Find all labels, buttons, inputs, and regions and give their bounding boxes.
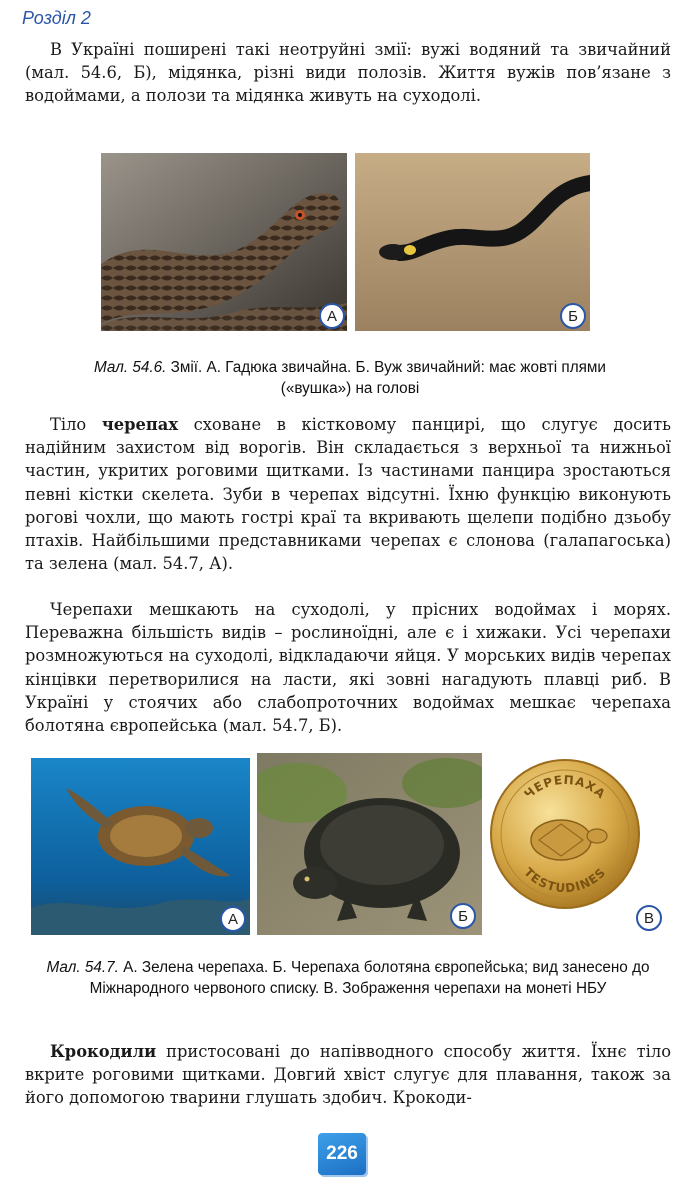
- viper-illustration: [101, 153, 347, 331]
- pond-turtle-illustration: [257, 753, 482, 935]
- grass-snake-photo: [355, 153, 590, 331]
- paragraph-text-pre: Тіло: [50, 415, 102, 434]
- coin-top-text: ЧЕРЕПАХА: [521, 772, 609, 802]
- caption-ref: Мал. 54.6.: [94, 359, 167, 376]
- section-header: Розділ 2: [22, 8, 91, 28]
- caption-text: Змії. А. Гадюка звичайна. Б. Вуж звичайний: має жовті плями («вушка») на голові: [166, 359, 606, 397]
- figure-label-a: А: [319, 303, 345, 329]
- paragraph-turtles-habitat: [25, 598, 671, 737]
- term-turtles: черепах: [101, 415, 179, 434]
- coin-bottom-text: TESTUDINES: [521, 864, 609, 896]
- green-turtle-photo: [31, 758, 250, 935]
- figure-label-c: В: [636, 905, 662, 931]
- caption-text: А. Зелена черепаха. Б. Черепаха болотяна європейська; вид занесено до Міжнародного червоного списку. В. Зображення черепахи на монеті НБУ: [89, 959, 650, 997]
- figure-label-b: Б: [560, 303, 586, 329]
- page-number: 226: [318, 1133, 366, 1175]
- paragraph-text: Черепахи мешкають на суходолі, у прісних водоймах і морях. Переважна більшість видів – рослиноїдні, але є і хижаки. Усі черепахи розмножуються на суходолі, відкладаючи яйця. У морських видів черепах кінцівки перетворилися на ласти, які зовні нагадують плавці риб. В Україні у стоячих або слабопроточних водоймах мешкає черепаха болотяна європейська (мал. 54.7, Б).: [25, 600, 671, 736]
- paragraph-snakes: [25, 38, 671, 108]
- figure-label-b: Б: [450, 903, 476, 929]
- paragraph-text: пристосовані до напівводного способу життя. Їхнє тіло вкрите роговими щитками. Довгий хвіст слугує для плавання, також за його допомогою тварини глушать здобич. Крокоди-: [25, 1042, 671, 1108]
- green-turtle-illustration: [31, 758, 250, 935]
- grass-snake-illustration: [355, 153, 590, 331]
- paragraph-text: В Україні поширені такі неотруйні змії: вужі водяний та звичайний (мал. 54.6, Б), мідянка, різні види полозів. Життя вужів пов’язане з водоймами, а полози та мідянка живуть на суходолі.: [25, 40, 671, 106]
- paragraph-text-post: сховане в кістковому панцирі, що слугує досить надійним захистом від ворогів. Він складається з верхньої та нижньої частин, укритих роговими щитками. Із частинами панцира зростаються певні кістки скелета. Зуби в черепах відсутні. Їхню функцію виконують рогові чохли, що мають гострі краї та вкривають щелепи подібно дзьобу птахів. Найбільшими представниками черепах є слонова (галапагоська) та зелена (мал. 54.7, А).: [25, 415, 672, 574]
- caption-ref: Мал. 54.7.: [46, 959, 119, 976]
- figure-caption-54-6: [60, 357, 640, 399]
- nbu-coin: [489, 758, 641, 910]
- figure-label-a: А: [220, 906, 246, 932]
- viper-photo: [101, 153, 347, 331]
- paragraph-crocodiles: [25, 1040, 671, 1110]
- coin-illustration: [489, 758, 641, 910]
- term-crocodiles: Крокодили: [50, 1042, 157, 1061]
- paragraph-turtles-body: [25, 413, 671, 575]
- figure-caption-54-7: [40, 957, 656, 999]
- pond-turtle-photo: [257, 753, 482, 935]
